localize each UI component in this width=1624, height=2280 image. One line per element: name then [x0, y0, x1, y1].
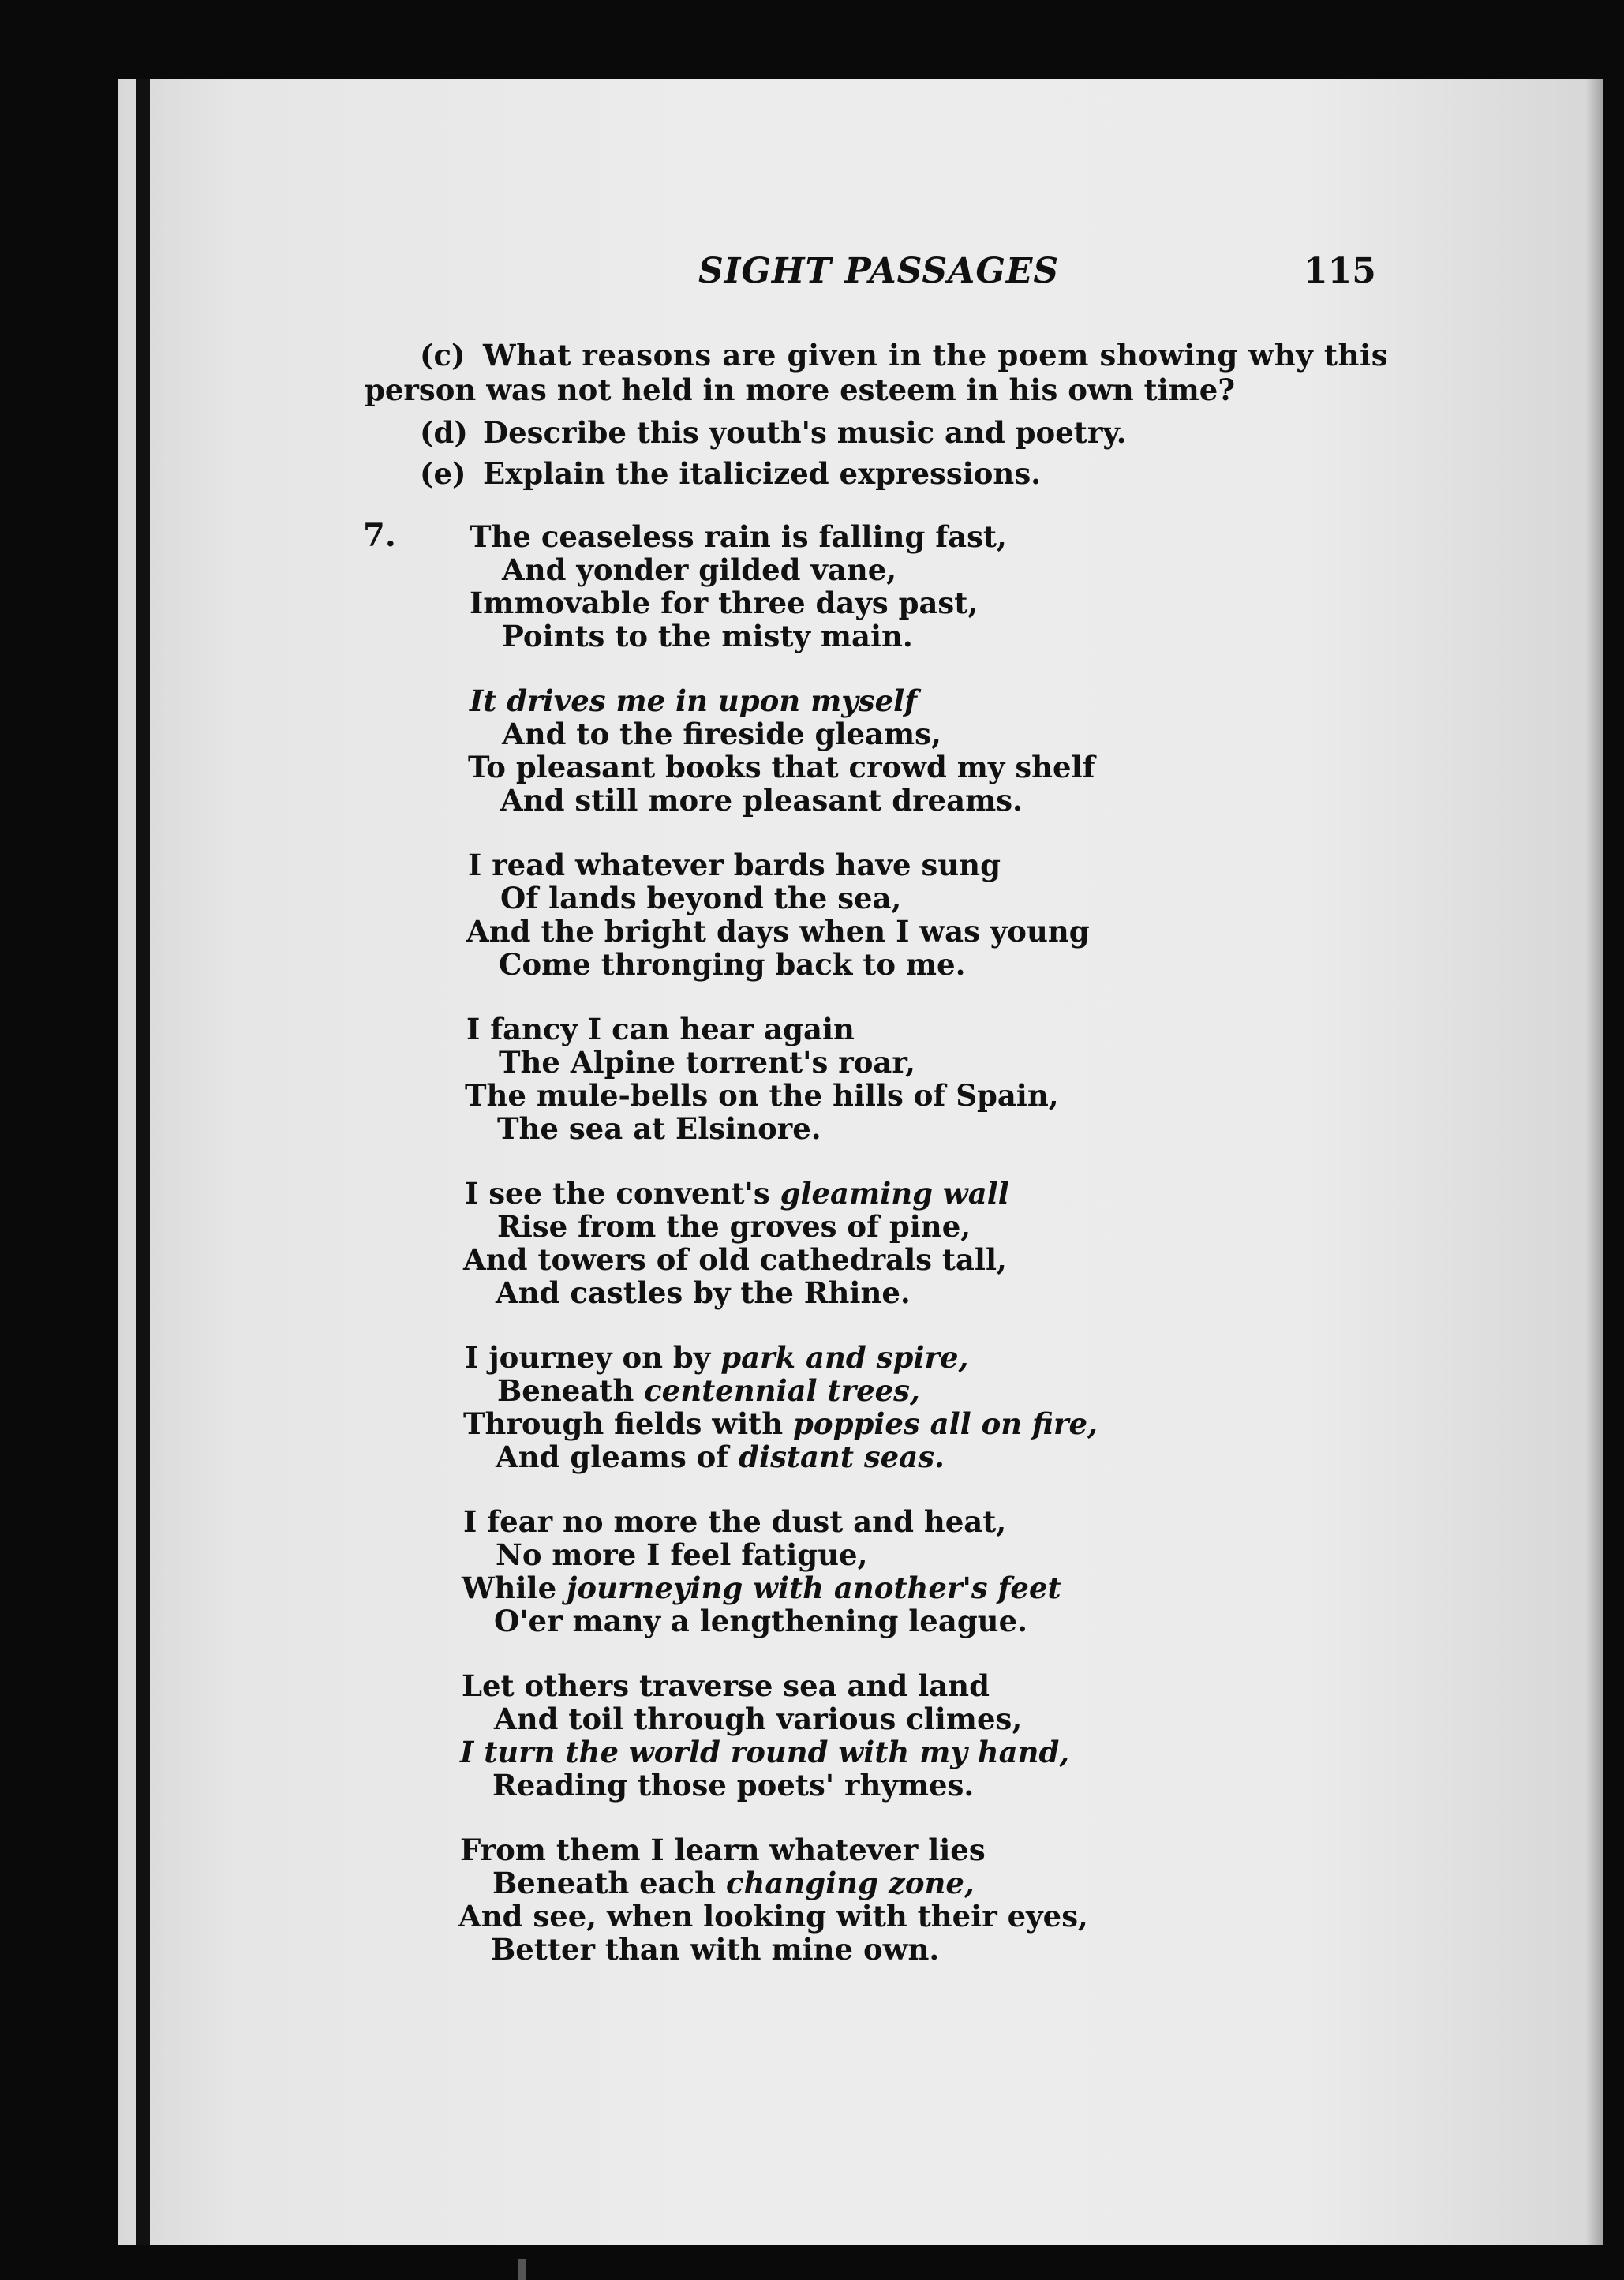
poem-line: And toil through various climes,	[494, 1702, 1023, 1736]
poem-line	[463, 1406, 1098, 1441]
poem-line: The ceaseless rain is falling fast,	[470, 519, 1007, 554]
poem-line: The sea at Elsinore.	[497, 1111, 821, 1146]
poem-line: I read whatever bards have sung	[468, 848, 1001, 882]
italic-expression: distant seas.	[739, 1440, 945, 1474]
poem-line	[496, 1440, 945, 1474]
italic-expression: park and spire,	[720, 1340, 969, 1375]
italic-expression: journeying with another's feet	[567, 1571, 1061, 1605]
poem-line: And to the fireside gleams,	[502, 717, 941, 751]
poem-line-text: I journey on by	[465, 1340, 711, 1375]
poem-line-text: Beneath	[497, 1373, 634, 1408]
poem-line	[462, 1571, 1061, 1605]
question-c-label: (c)	[420, 338, 466, 373]
question-c-text-line1: What reasons are given in the poem showing why this	[483, 338, 1389, 373]
poem-line: I fancy I can hear again	[466, 1012, 855, 1046]
poem-line: The Alpine torrent's roar,	[499, 1045, 916, 1080]
page-edge-shadow	[1586, 79, 1603, 2245]
poem-line	[492, 1866, 975, 1900]
poem-line: And castles by the Rhine.	[496, 1275, 911, 1310]
italic-expression: changing zone,	[725, 1866, 975, 1900]
scan-artifact	[518, 2259, 526, 2280]
poem-line: Rise from the groves of pine,	[497, 1209, 971, 1244]
poem-line: Better than with mine own.	[491, 1932, 940, 1967]
poem-line: And still more pleasant dreams.	[500, 783, 1023, 818]
poem-line-italic: It drives me in upon myself	[470, 683, 918, 718]
poem-line: No more I feel fatigue,	[496, 1537, 868, 1572]
poem-line: And the bright days when I was young	[466, 914, 1090, 949]
question-c-text-line2: person was not held in more esteem in his own time?	[365, 373, 1236, 407]
question-d-text: Describe this youth's music and poetry.	[483, 415, 1127, 450]
poem-line-text: And gleams of	[496, 1440, 729, 1474]
poem-line-text: Beneath each	[492, 1866, 717, 1900]
poem-line: To pleasant books that crowd my shelf	[468, 750, 1095, 784]
poem-line: O'er many a lengthening league.	[494, 1604, 1028, 1638]
poem-line-text: I see the convent's	[465, 1176, 770, 1211]
poem-line: Let others traverse sea and land	[462, 1668, 990, 1703]
poem-line: Of lands beyond the sea,	[500, 881, 902, 915]
question-e-text: Explain the italicized expressions.	[483, 456, 1042, 491]
poem-line	[465, 1340, 968, 1375]
poem-line: And towers of old cathedrals tall,	[463, 1242, 1007, 1277]
poem-line: Reading those poets' rhymes.	[492, 1768, 975, 1803]
poem-line: And see, when looking with their eyes,	[458, 1899, 1088, 1934]
poem-line-text: Through fields with	[463, 1406, 784, 1441]
italic-expression: gleaming wall	[780, 1176, 1009, 1211]
poem-line-italic: I turn the world round with my hand,	[460, 1735, 1070, 1769]
poem-line	[497, 1373, 920, 1408]
page-gutter-shadow	[136, 79, 150, 2245]
poem-line: Immovable for three days past,	[470, 586, 979, 620]
italic-expression: poppies all on fire,	[793, 1406, 1098, 1441]
question-d-label: (d)	[420, 415, 468, 450]
poem-line	[465, 1176, 1009, 1211]
poem-number: 7.	[363, 517, 396, 554]
poem-line: I fear no more the dust and heat,	[463, 1504, 1007, 1539]
question-e-label: (e)	[420, 456, 466, 491]
poem-line: Points to the misty main.	[502, 619, 913, 653]
page-header	[0, 251, 1624, 298]
poem-line: And yonder gilded vane,	[502, 552, 897, 587]
page-number: 115	[1304, 251, 1376, 291]
poem-line-text: While	[462, 1571, 557, 1605]
running-title: SIGHT PASSAGES	[698, 251, 1060, 291]
poem-line: The mule-bells on the hills of Spain,	[465, 1078, 1059, 1113]
poem-line: Come thronging back to me.	[499, 947, 966, 982]
poem-line: From them I learn whatever lies	[460, 1833, 986, 1867]
italic-expression: centennial trees,	[644, 1373, 920, 1408]
